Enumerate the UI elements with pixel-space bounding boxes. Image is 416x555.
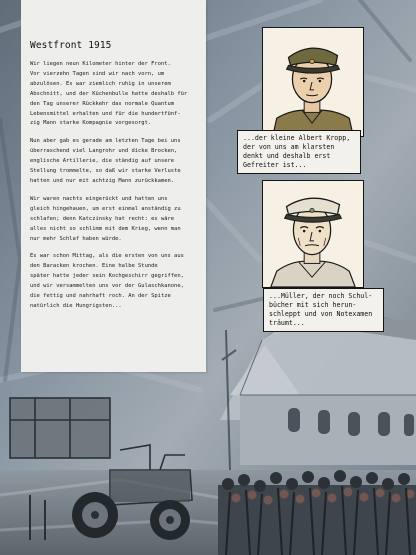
text-line: Stellung trommelte, so daß wir starke Verluste — [30, 168, 181, 175]
text-line: schlafen; denn Katczinsky hat recht: es wäre — [30, 215, 175, 222]
text-line: hatten und nur mit achtzig Mann zurückkamen. — [30, 177, 175, 184]
narration-paragraph-1 — [30, 60, 198, 129]
text-line: zig Mann starke Kompagnie vorgesorgt. — [30, 120, 152, 127]
narration-paragraph-2 — [30, 137, 198, 187]
text-line: Nun aber gab es gerade am letzten Tage bei uns — [30, 138, 181, 145]
caption-line: bücher mit sich herun- — [269, 301, 357, 310]
caption-line: der von uns am klarsten — [243, 143, 335, 152]
text-line: gleich hingehauen, um erst einmal anständig zu — [30, 205, 181, 212]
narration-panel — [21, 0, 206, 372]
text-line: alles nicht so schlimm mit dem Krieg, wenn man — [30, 225, 181, 232]
narration-paragraph-4 — [30, 252, 198, 311]
text-line: Lebensmittel erhalten und für die hundertfünf- — [30, 110, 181, 117]
narration-heading: Westfront 1915 — [30, 40, 112, 51]
text-line: die fettig und nahrhaft roch. An der Spitze — [30, 293, 171, 300]
narration-paragraph-3 — [30, 195, 198, 245]
text-line: Vor vierzehn Tagen sind wir nach vorn, um — [30, 70, 165, 77]
text-line: den Baracken krochen. Eine halbe Stunde — [30, 263, 158, 270]
text-line: den Tag unserer Rückkehr das normale Quantum — [30, 100, 175, 107]
text-line: und wir versammelten uns vor der Gulaschkanone, — [30, 283, 184, 290]
text-line: Es war schon Mittag, als die ersten von uns aus — [30, 253, 184, 260]
text-line: überraschend viel Langrohr und dicke Brocken, — [30, 148, 178, 155]
text-line: Wir liegen neun Kilometer hinter der Front. — [30, 61, 171, 67]
caption-albert-kropp — [237, 130, 361, 174]
caption-line: denkt und deshalb erst — [243, 152, 331, 161]
text-line: später hatte jeder sein Kochgeschirr gegriffen, — [30, 273, 184, 280]
caption-line: ...Müller, der noch Schul- — [269, 292, 373, 300]
caption-line: ...der kleine Albert Kropp, — [243, 134, 351, 142]
text-line: englische Artillerie, die ständig auf unsere — [30, 158, 175, 165]
text-line: natürlich die Hungrigsten... — [30, 302, 122, 309]
caption-line: Gefreiter ist... — [243, 161, 307, 170]
text-line: abzulösen. Es war ziemlich ruhig in unserem — [30, 80, 171, 87]
text-line: nur mehr Schlaf haben würde. — [30, 235, 122, 242]
caption-line: schleppt und von Notexamen — [269, 310, 373, 319]
text-line: Abschnitt, und der Küchenbulle hatte deshalb für — [30, 90, 188, 97]
albert-kropp-portrait — [262, 27, 364, 137]
caption-line: träumt... — [269, 319, 305, 328]
mueller-portrait — [262, 180, 364, 288]
text-line: Wir waren nachts eingerückt und hatten uns — [30, 195, 168, 202]
caption-mueller — [263, 288, 384, 332]
